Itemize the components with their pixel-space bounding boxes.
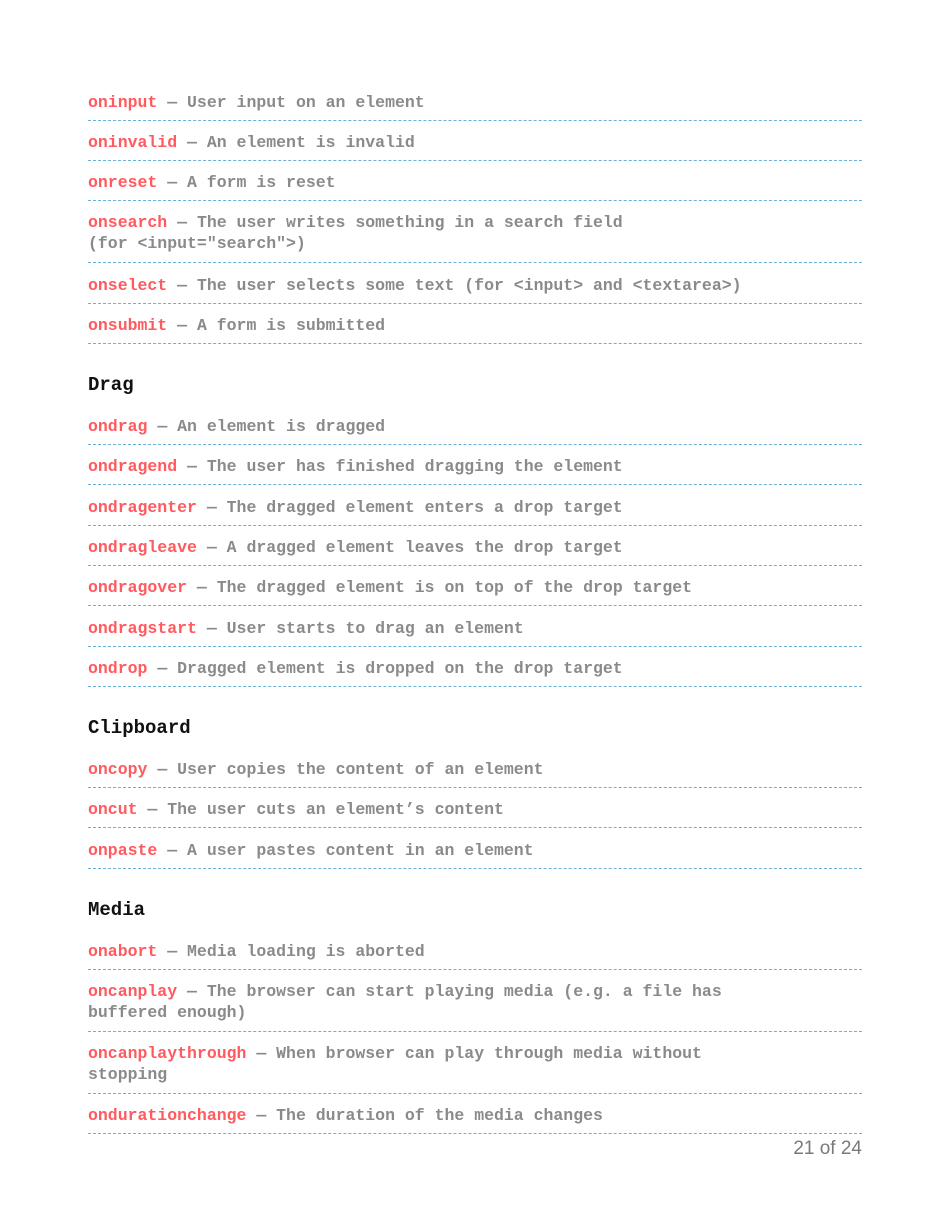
separator: —: [157, 173, 188, 192]
event-description: The browser can start playing media (e.g. a file has: [206, 982, 722, 1001]
event-name: ondrag: [88, 417, 148, 436]
event-name: ondragover: [88, 578, 188, 597]
event-entry-oninvalid: [88, 124, 862, 161]
event-entry-ondrop: [88, 650, 862, 687]
separator: —: [147, 417, 178, 436]
event-name: oncanplaythrough: [88, 1044, 247, 1063]
event-name: ondrop: [88, 659, 148, 678]
event-name: ondragend: [88, 457, 178, 476]
event-entry-oncanplaythrough: [88, 1035, 862, 1094]
separator: —: [246, 1044, 277, 1063]
separator: —: [177, 457, 207, 476]
event-description: The dragged element is on top of the drop target: [216, 578, 693, 597]
event-description: A dragged element leaves the drop target: [226, 538, 623, 557]
section-heading-clipboard: Clipboard: [88, 717, 191, 739]
event-description-continued: stopping: [88, 1065, 168, 1084]
separator: —: [167, 276, 197, 295]
event-description: The user has finished dragging the element: [206, 457, 623, 476]
event-entry-onabort: [88, 933, 862, 970]
event-entry-onselect: [88, 267, 862, 304]
event-name: oncopy: [88, 760, 148, 779]
event-description: A user pastes content in an element: [187, 841, 534, 860]
event-entry-onsearch: [88, 204, 862, 263]
event-description: The user writes something in a search field: [196, 213, 623, 232]
event-name: ondragenter: [88, 498, 197, 517]
event-entry-ondurationchange: [88, 1097, 862, 1134]
event-description: An element is dragged: [177, 417, 386, 436]
event-description: The user selects some text (for <input> and <textarea>): [196, 276, 742, 295]
separator: —: [157, 942, 188, 961]
event-entry-ondragend: [88, 448, 862, 485]
separator: —: [246, 1106, 277, 1125]
separator: —: [157, 841, 188, 860]
event-description: A form is submitted: [196, 316, 386, 335]
event-entry-ondragenter: [88, 489, 862, 526]
event-name: onsearch: [88, 213, 168, 232]
event-entry-ondrag: [88, 408, 862, 445]
event-entry-ondragover: [88, 569, 862, 606]
event-name: ondurationchange: [88, 1106, 247, 1125]
event-name: onselect: [88, 276, 168, 295]
event-description: Media loading is aborted: [187, 942, 425, 961]
event-entry-oncut: [88, 791, 862, 828]
event-entry-ondragleave: [88, 529, 862, 566]
event-entry-oninput: [88, 84, 862, 121]
event-name: oninput: [88, 93, 158, 112]
event-name: onreset: [88, 173, 158, 192]
separator: —: [187, 578, 217, 597]
separator: —: [196, 619, 227, 638]
event-name: oncanplay: [88, 982, 178, 1001]
event-name: onabort: [88, 942, 158, 961]
event-description: When browser can play through media without: [276, 1044, 702, 1063]
separator: —: [157, 93, 188, 112]
event-description: The dragged element enters a drop target: [226, 498, 623, 517]
separator: —: [196, 538, 227, 557]
event-name: ondragstart: [88, 619, 197, 638]
event-entry-onreset: [88, 164, 862, 201]
separator: —: [196, 498, 227, 517]
event-name: oninvalid: [88, 133, 178, 152]
section-heading-drag: Drag: [88, 374, 134, 396]
separator: —: [177, 982, 207, 1001]
event-description: User input on an element: [187, 93, 425, 112]
event-description: An element is invalid: [206, 133, 415, 152]
separator: —: [137, 800, 168, 819]
separator: —: [147, 760, 178, 779]
event-name: onsubmit: [88, 316, 168, 335]
event-entry-oncanplay: [88, 973, 862, 1032]
separator: —: [167, 316, 197, 335]
event-entry-onpaste: [88, 832, 862, 869]
event-description-continued: buffered enough): [88, 1003, 247, 1022]
event-entry-ondragstart: [88, 610, 862, 647]
separator: —: [147, 659, 178, 678]
event-name: onpaste: [88, 841, 158, 860]
event-description: A form is reset: [187, 173, 336, 192]
event-entry-onsubmit: [88, 307, 862, 344]
event-description: User starts to drag an element: [226, 619, 524, 638]
event-name: ondragleave: [88, 538, 197, 557]
page-number: 21 of 24: [793, 1138, 862, 1159]
event-description: User copies the content of an element: [177, 760, 544, 779]
separator: —: [167, 213, 197, 232]
event-description-continued: (for <input="search">): [88, 234, 306, 253]
event-description: The duration of the media changes: [276, 1106, 603, 1125]
event-entry-oncopy: [88, 751, 862, 788]
event-description: Dragged element is dropped on the drop target: [177, 659, 623, 678]
separator: —: [177, 133, 207, 152]
event-name: oncut: [88, 800, 138, 819]
section-heading-media: Media: [88, 899, 146, 921]
event-description: The user cuts an element’s content: [167, 800, 504, 819]
